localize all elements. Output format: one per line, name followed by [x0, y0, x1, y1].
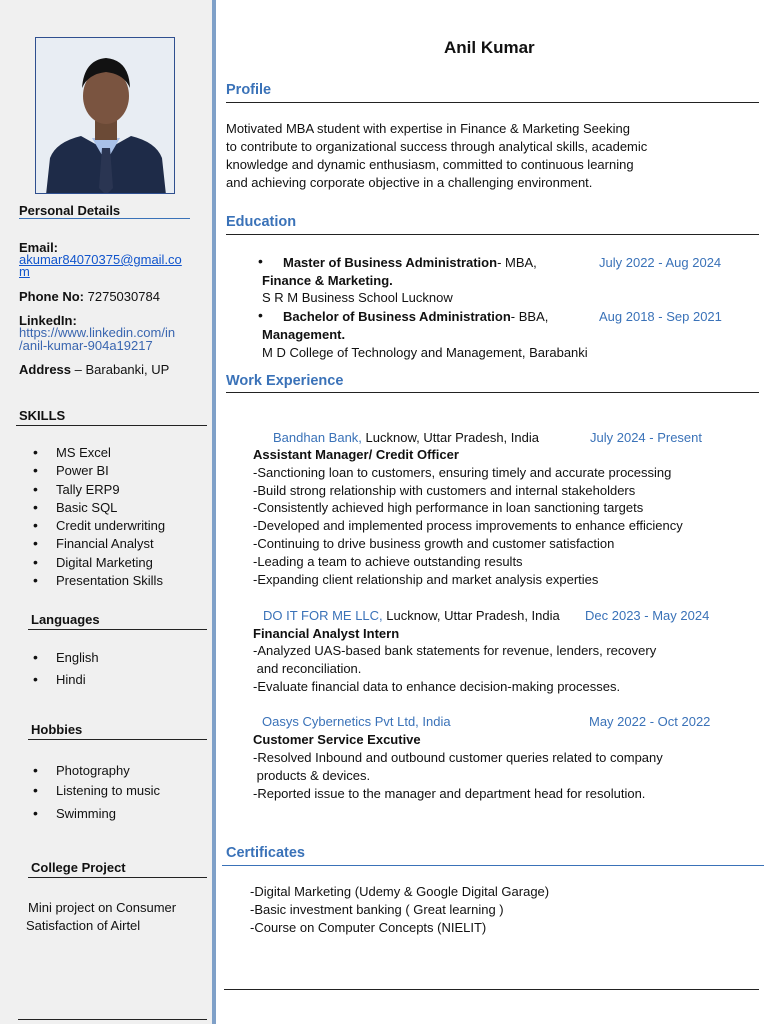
education-dates: July 2022 - Aug 2024	[599, 255, 722, 270]
college-project-heading: College Project	[31, 860, 126, 875]
profile-heading: Profile	[226, 82, 272, 98]
job-duty: -Continuing to drive business growth and customer satisfaction	[253, 536, 615, 551]
sidebar-divider	[212, 0, 216, 1024]
education-degree-name: Bachelor of Business Administration	[283, 309, 511, 324]
job-company: Bandhan Bank,	[273, 430, 362, 445]
work-experience-rule	[226, 392, 759, 393]
list-item: • Swimming	[19, 806, 160, 826]
address-sep: –	[74, 362, 82, 377]
job-company: Oasys Cybernetics Pvt Ltd, India	[262, 714, 451, 729]
certificate-item: -Digital Marketing (Udemy & Google Digital Garage)	[250, 884, 550, 899]
list-item: • Credit underwriting	[19, 518, 165, 536]
education-degree-name: Master of Business Administration	[283, 255, 498, 270]
job-title: Financial Analyst Intern	[253, 626, 400, 641]
college-project-line2: Satisfaction of Airtel	[26, 918, 141, 933]
job-duty: and reconciliation.	[253, 661, 362, 676]
job-dates: May 2022 - Oct 2022	[589, 714, 711, 729]
hobbies-list	[19, 763, 160, 826]
job-duty: -Build strong relationship with customers and internal stakeholders	[253, 483, 636, 498]
education-rule	[226, 234, 759, 235]
address-value: Barabanki, UP	[85, 362, 170, 377]
education-degree	[283, 309, 548, 324]
job-header	[273, 430, 539, 445]
job-duty: -Leading a team to achieve outstanding results	[253, 554, 523, 569]
profile-photo	[35, 37, 175, 194]
sidebar-bottom-rule	[18, 1019, 207, 1020]
languages-list	[19, 650, 99, 694]
education-degree-abbr: - MBA,	[497, 255, 537, 270]
skills-list	[19, 445, 165, 591]
education-school: S R M Business School Lucknow	[262, 290, 453, 305]
list-item: • Basic SQL	[19, 500, 165, 518]
hobbies-heading: Hobbies	[31, 722, 83, 737]
list-item: • Listening to music	[19, 783, 160, 806]
list-item: • Presentation Skills	[19, 573, 165, 591]
address-row	[19, 362, 169, 378]
list-item: • Hindi	[19, 672, 99, 694]
address-label: Address	[19, 362, 72, 377]
phone-label: Phone No:	[19, 289, 84, 304]
bullet-icon: •	[258, 307, 263, 323]
list-item: • Tally ERP9	[19, 482, 165, 500]
page-bottom-rule	[224, 989, 759, 990]
education-heading: Education	[226, 214, 297, 230]
linkedin-link-line2[interactable]: /anil-kumar-904a19217	[19, 338, 153, 353]
profile-line: Motivated MBA student with expertise in Finance & Marketing Seeking	[226, 121, 630, 136]
bullet-icon: •	[258, 253, 263, 269]
job-duty: -Evaluate financial data to enhance decision-making processes.	[253, 679, 621, 694]
languages-rule	[28, 629, 207, 630]
job-duty: -Developed and implemented process improvements to enhance efficiency	[253, 518, 683, 533]
job-company: DO IT FOR ME LLC,	[263, 608, 383, 623]
job-dates: Dec 2023 - May 2024	[585, 608, 710, 623]
job-duty: -Consistently achieved high performance in loan sanctioning targets	[253, 500, 644, 515]
list-item: • MS Excel	[19, 445, 165, 463]
job-duty: -Resolved Inbound and outbound customer queries related to company	[253, 750, 663, 765]
education-school: M D College of Technology and Management, Barabanki	[262, 345, 588, 360]
email-label: Email:	[19, 240, 59, 255]
skills-rule	[16, 425, 207, 426]
job-duty: -Reported issue to the manager and department head for resolution.	[253, 786, 646, 801]
email-link-line1[interactable]: akumar84070375@gmail.co	[19, 252, 182, 267]
list-item: • English	[19, 650, 99, 672]
list-item: • Photography	[19, 763, 160, 783]
email-link-line2[interactable]: m	[19, 264, 30, 279]
linkedin-label: LinkedIn:	[19, 313, 77, 328]
job-dates: July 2024 - Present	[590, 430, 703, 445]
job-duty: -Sanctioning loan to customers, ensuring timely and accurate processing	[253, 465, 672, 480]
job-location: Lucknow, Uttar Pradesh, India	[365, 430, 539, 445]
list-item: • Digital Marketing	[19, 555, 165, 573]
profile-line: to contribute to organizational success through analytical skills, academic	[226, 139, 648, 154]
certificates-rule	[222, 865, 764, 866]
job-title: Customer Service Excutive	[253, 732, 421, 747]
phone-value: 7275030784	[87, 289, 160, 304]
education-dates: Aug 2018 - Sep 2021	[599, 309, 722, 324]
profile-line: knowledge and dynamic enthusiasm, committed to continuous learning	[226, 157, 634, 172]
personal-details-rule	[19, 218, 190, 219]
job-duty: -Expanding client relationship and market analysis experties	[253, 572, 599, 587]
skills-heading: SKILLS	[19, 408, 66, 423]
job-duty: -Analyzed UAS-based bank statements for revenue, lenders, recovery	[253, 643, 657, 658]
job-location: Lucknow, Uttar Pradesh, India	[386, 608, 560, 623]
phone-row	[19, 289, 160, 305]
hobbies-rule	[28, 739, 207, 740]
education-specialization: Finance & Marketing.	[262, 273, 393, 288]
job-title: Assistant Manager/ Credit Officer	[253, 447, 459, 462]
job-header	[263, 608, 560, 623]
certificate-item: -Basic investment banking ( Great learning )	[250, 902, 504, 917]
education-degree-abbr: - BBA,	[510, 309, 549, 324]
profile-rule	[226, 102, 759, 103]
list-item: • Financial Analyst	[19, 536, 165, 554]
personal-details-heading: Personal Details	[19, 203, 121, 218]
certificates-heading: Certificates	[226, 845, 305, 861]
profile-line: and achieving corporate objective in a challenging environment.	[226, 175, 593, 190]
linkedin-link-line1[interactable]: https://www.linkedin.com/in	[19, 325, 176, 340]
college-project-line1: Mini project on Consumer	[28, 900, 177, 915]
list-item: • Power BI	[19, 463, 165, 481]
college-project-rule	[28, 877, 207, 878]
education-degree	[283, 255, 537, 270]
certificate-item: -Course on Computer Concepts (NIELIT)	[250, 920, 487, 935]
work-experience-heading: Work Experience	[226, 373, 344, 389]
job-duty: products & devices.	[253, 768, 371, 783]
education-specialization: Management.	[262, 327, 346, 342]
languages-heading: Languages	[31, 612, 100, 627]
page-title: Anil Kumar	[444, 38, 535, 57]
